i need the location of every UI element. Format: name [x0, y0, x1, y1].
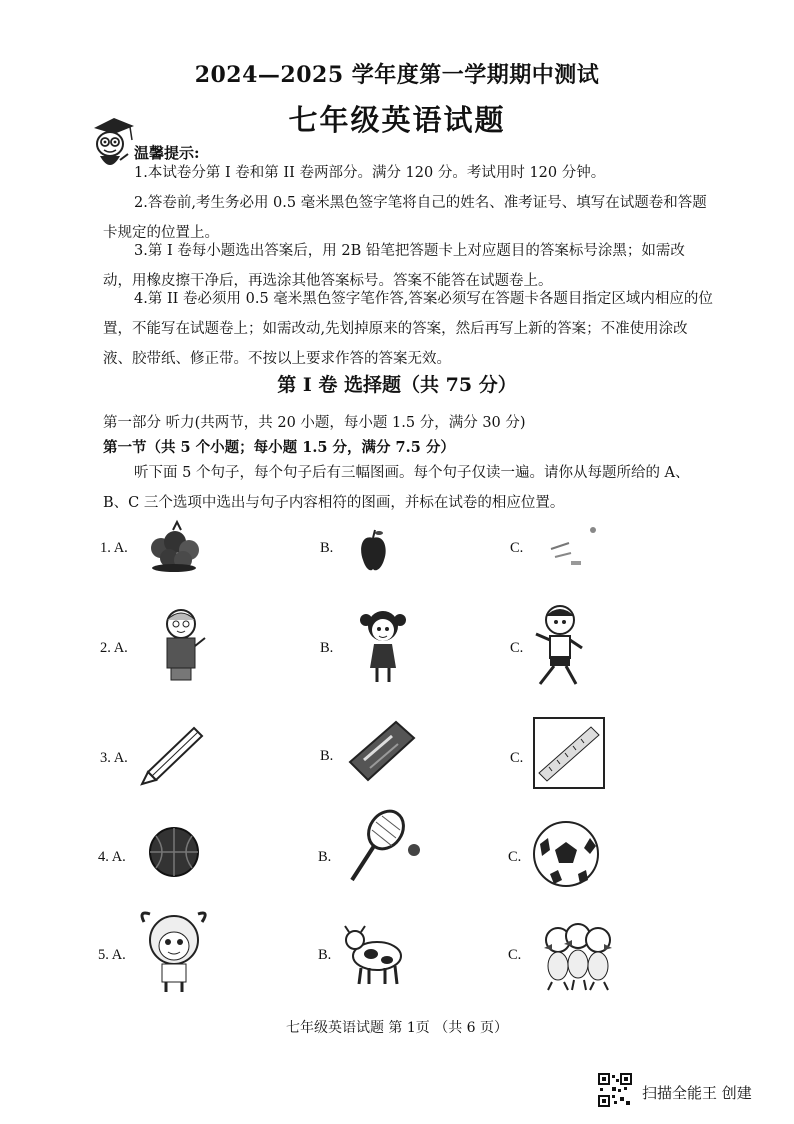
- soccer-ball-icon: [532, 820, 600, 888]
- q5-option-c-label: C.: [508, 947, 522, 963]
- exam-main-title: 七年级英语试题: [288, 103, 506, 137]
- listening-instructions: 听下面 5 个句子，每个句子后有三幅图画。每个句子仅读一遍。请你从每题所给的 A、B、C 三个选项中选出与句子内容相符的图画，并标在试卷的相应位置。: [103, 465, 690, 511]
- scanner-watermark: 扫描全能王 创建: [642, 1084, 752, 1102]
- notice-heading: 温馨提示:: [134, 144, 200, 162]
- q5-option-b-label: B.: [318, 947, 332, 963]
- girl-icon: [360, 606, 406, 688]
- notice-item-3: 3.第 I 卷每小题选出答案后，用 2B 铅笔把答题卡上对应题目的答案标号涂黑；如需改动，用橡皮擦干净后，再选涂其他答案标号。答案不能答在试题卷上。: [103, 243, 685, 289]
- cow-icon: [343, 920, 413, 990]
- running-boy-icon: [528, 600, 588, 692]
- ruler-icon: [533, 717, 605, 789]
- notice-item-4: 4.第 II 卷必须用 0.5 毫米黑色签字笔作答,答案必须写在答题卡各题目指定区域内相应的位置，不能写在试题卷上；如需改动,先划掉原来的答案，然后再写上新的答案；不准使用涂改液、胶带纸、修正带。不按以上要求作答的答案无效。: [103, 291, 713, 367]
- q4-option-c-label: C.: [508, 849, 522, 865]
- exam-year-title: 2024—2025 学年度第一学期期中测试: [194, 62, 600, 88]
- qr-code-icon: [598, 1073, 632, 1107]
- q3-option-a-label: 3. A.: [100, 750, 128, 766]
- q2-option-a-label: 2. A.: [100, 640, 128, 656]
- grandmother-icon: [155, 606, 211, 686]
- q1-option-c-label: C.: [510, 540, 524, 556]
- tennis-racket-icon: [338, 808, 424, 884]
- sheep-icon: [136, 908, 212, 996]
- q1-option-a-label: 1. A.: [100, 540, 128, 556]
- apple-icon: [357, 528, 389, 574]
- mascot-icon: [86, 114, 136, 176]
- q4-option-b-label: B.: [318, 849, 332, 865]
- section-title: 第 I 卷 选择题（共 75 分）: [277, 374, 517, 396]
- small-object-icon: [545, 525, 605, 569]
- q2-option-c-label: C.: [510, 640, 524, 656]
- notice-item-2: 2.答卷前,考生务必用 0.5 毫米黑色签字笔将自己的姓名、准考证号、填写在试题卷和答题卡规定的位置上。: [103, 195, 707, 241]
- q2-option-b-label: B.: [320, 640, 334, 656]
- q3-option-c-label: C.: [510, 750, 524, 766]
- ducks-icon: [538, 918, 618, 994]
- page-footer: 七年级英语试题 第 1页 （共 6 页）: [285, 1020, 509, 1036]
- basketball-icon: [148, 826, 200, 878]
- subsection1-heading: 第一节（共 5 个小题；每小题 1.5 分，满分 7.5 分）: [103, 439, 455, 456]
- pencil-icon: [138, 722, 208, 788]
- q1-option-b-label: B.: [320, 540, 334, 556]
- q3-option-b-label: B.: [320, 748, 334, 764]
- part1-heading: 第一部分 听力(共两节，共 20 小题，每小题 1.5 分，满分 30 分): [103, 415, 526, 431]
- fruit-basket-icon: [145, 518, 203, 574]
- q4-option-a-label: 4. A.: [98, 849, 126, 865]
- notice-item-1: 1.本试卷分第 I 卷和第 II 卷两部分。满分 120 分。考试用时 120 分钟。: [134, 165, 606, 181]
- eraser-icon: [340, 716, 420, 788]
- q5-option-a-label: 5. A.: [98, 947, 126, 963]
